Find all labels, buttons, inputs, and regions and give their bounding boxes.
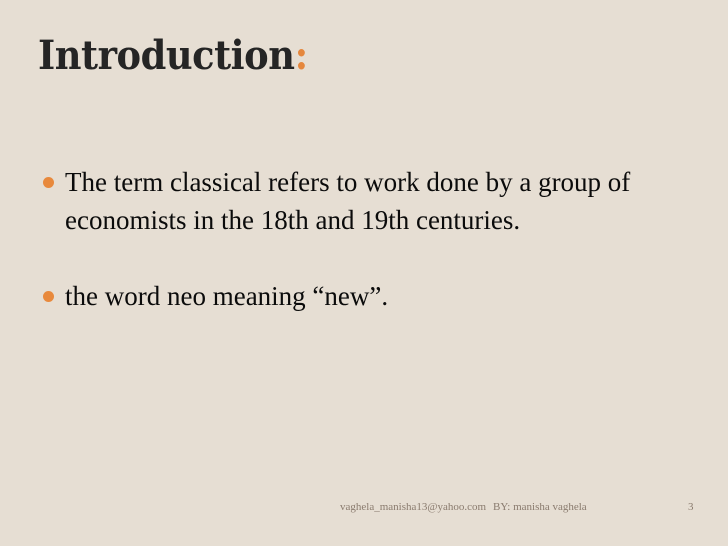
footer-email: vaghela_manisha13@yahoo.com [340, 501, 487, 513]
bullet-item [40, 163, 680, 239]
slide-title-text: Introduction [38, 32, 295, 79]
bullet-item [40, 277, 680, 315]
bullet-text: The term classical refers to work done by a group of economists in the 18th and 19th centuries. [65, 167, 631, 235]
bullet-icon [43, 291, 54, 302]
bullet-icon [43, 177, 54, 188]
page-number: 3 [688, 501, 694, 513]
bullet-list [40, 163, 680, 315]
footer-author: BY: manisha vaghela [493, 501, 587, 513]
bullet-text: the word neo meaning “new”. [65, 281, 389, 311]
slide-title [38, 28, 308, 84]
slide-title-colon: : [294, 32, 308, 79]
